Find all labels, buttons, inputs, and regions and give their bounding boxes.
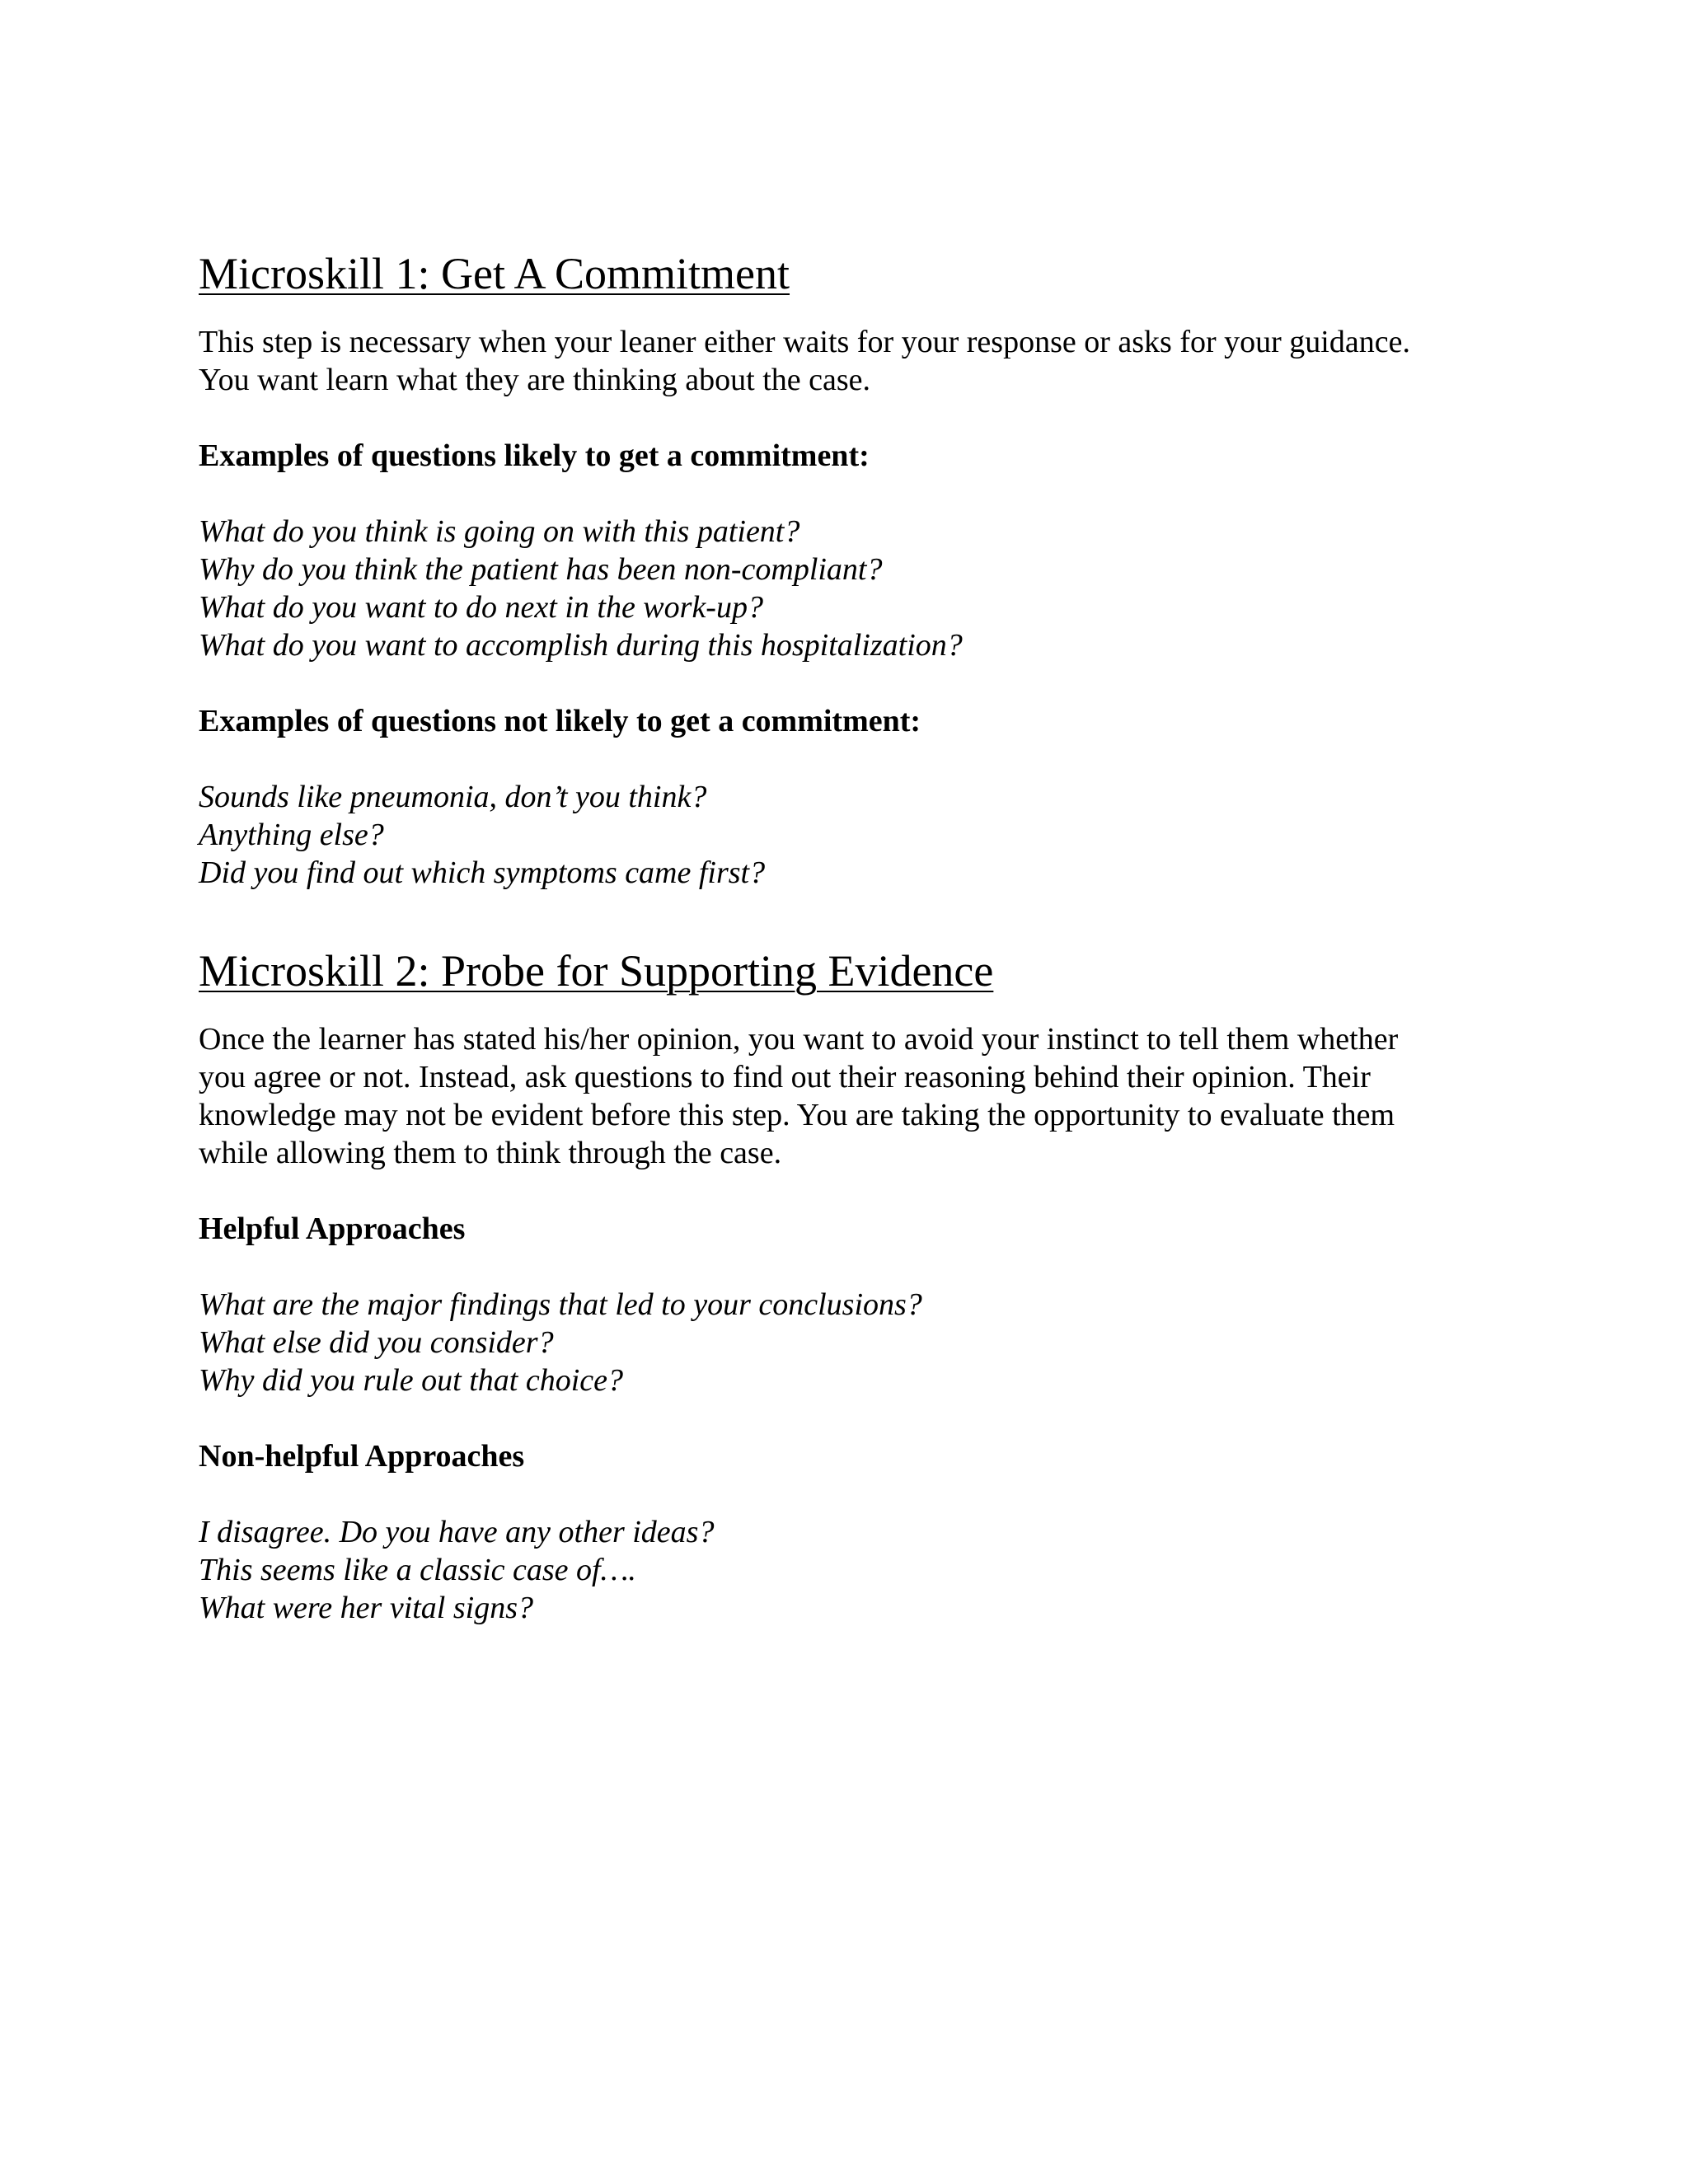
list-item: Did you find out which symptoms came first?	[199, 855, 766, 890]
section-1-intro-line-2: You want learn what they are thinking about the case.	[199, 363, 871, 397]
non-helpful-approaches-list	[199, 1513, 1517, 1627]
list-item: What else did you consider?	[199, 1325, 554, 1360]
section-1-intro-line-1: This step is necessary when your leaner either waits for your response or asks for your guidance.	[199, 325, 1410, 359]
not-likely-questions-list	[199, 778, 1517, 892]
section-2-intro-line-1: Once the learner has stated his/her opinion, you want to avoid your instinct to tell them whether	[199, 1022, 1399, 1057]
likely-questions-list	[199, 513, 1517, 664]
section-2-intro-line-3: knowledge may not be evident before this step. You are taking the opportunity to evaluate them	[199, 1098, 1395, 1132]
section-2-heading: Microskill 2: Probe for Supporting Evidence	[199, 946, 994, 996]
list-item: What are the major findings that led to your conclusions?	[199, 1287, 922, 1322]
helpful-approaches-label: Helpful Approaches	[199, 1212, 466, 1246]
document-page	[199, 247, 1517, 1627]
not-likely-questions-label: Examples of questions not likely to get a commitment:	[199, 704, 921, 738]
list-item: Why do you think the patient has been non-compliant?	[199, 552, 883, 587]
list-item: What were her vital signs?	[199, 1591, 533, 1625]
helpful-approaches-list	[199, 1286, 1517, 1399]
section-1-heading: Microskill 1: Get A Commitment	[199, 249, 790, 298]
list-item: Why did you rule out that choice?	[199, 1363, 623, 1398]
section-2-intro-line-4: while allowing them to think through the case.	[199, 1136, 782, 1170]
list-item: Anything else?	[199, 818, 384, 852]
list-item: What do you want to do next in the work-up?	[199, 590, 763, 625]
non-helpful-approaches-label: Non-helpful Approaches	[199, 1439, 525, 1474]
list-item: Sounds like pneumonia, don’t you think?	[199, 780, 707, 814]
list-item: This seems like a classic case of….	[199, 1553, 636, 1587]
likely-questions-label: Examples of questions likely to get a commitment:	[199, 438, 870, 473]
list-item: What do you think is going on with this patient?	[199, 514, 800, 549]
list-item: What do you want to accomplish during this hospitalization?	[199, 628, 963, 663]
list-item: I disagree. Do you have any other ideas?	[199, 1515, 715, 1549]
section-2-intro-line-2: you agree or not. Instead, ask questions to find out their reasoning behind their opinion. Their	[199, 1060, 1371, 1094]
